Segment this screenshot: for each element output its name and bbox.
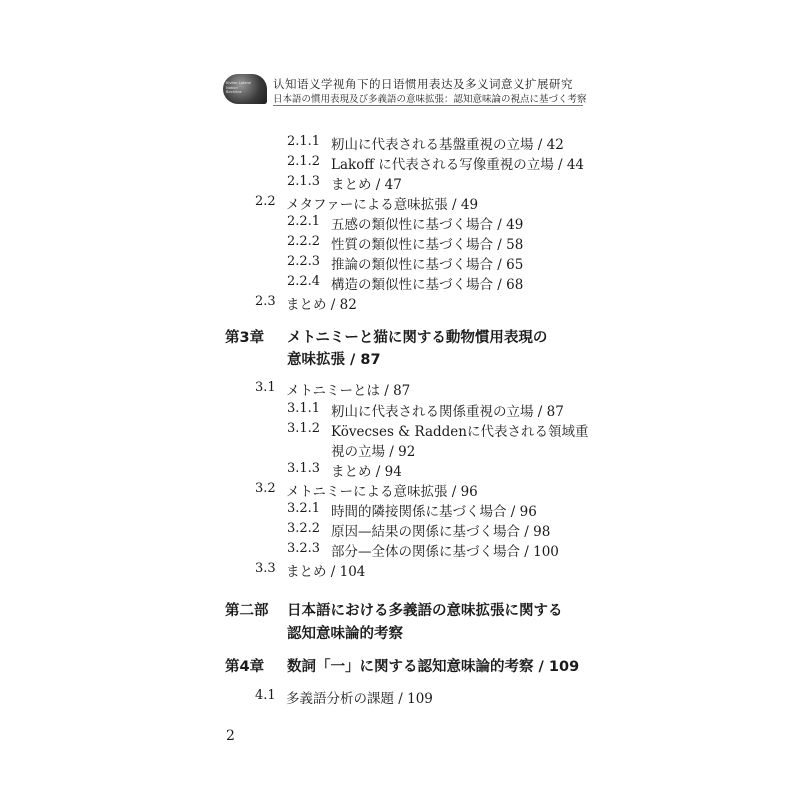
running-header: [223, 74, 587, 106]
toc-entry: メトニミーとは / 87: [286, 383, 411, 399]
toc-entry: Kövecses & Raddenに代表される領域重: [331, 424, 589, 440]
toc-number: 3.2: [255, 481, 276, 496]
toc-number: 3.2.1: [287, 501, 321, 516]
toc-number: 2.2.2: [287, 234, 321, 249]
toc-entry: 構造の類似性に基づく場合 / 68: [331, 277, 524, 293]
toc-number: 2.2.1: [287, 214, 321, 229]
toc-number: 3.2.3: [287, 541, 321, 556]
toc-entry: 籾山に代表される基盤重視の立場 / 42: [331, 137, 564, 153]
toc-number: 3.1: [255, 380, 276, 395]
toc-number: 3.1.1: [287, 401, 321, 416]
toc-entry: まとめ / 82: [286, 297, 357, 313]
chapter-number: 第4章: [225, 659, 265, 675]
toc-number: 3.3: [255, 561, 276, 576]
chapter-title: メトニミーと猫に関する動物慣用表現の: [287, 330, 548, 346]
header-rule: [273, 105, 583, 106]
part-title-continued: 認知意味論的考察: [287, 626, 403, 642]
logo-text: Kiviter Lateral Nation Birchline: [226, 81, 252, 95]
toc-number: 3.2.2: [287, 521, 321, 536]
chapter-title-continued: 意味拡張 / 87: [287, 352, 381, 368]
part-title: 日本語における多義語の意味拡張に関する: [287, 603, 563, 619]
publisher-logo: [223, 74, 267, 104]
toc-entry: まとめ / 94: [331, 464, 402, 480]
toc-entry: 性質の類似性に基づく場合 / 58: [331, 237, 524, 253]
toc-entry-continued: 視の立場 / 92: [331, 444, 416, 460]
toc-number: 2.2.3: [287, 254, 321, 269]
part-number: 第二部: [225, 603, 269, 619]
toc-entry: 時間的隣接関係に基づく場合 / 96: [331, 504, 537, 520]
toc-entry: Lakoff に代表される写像重視の立場 / 44: [331, 157, 585, 173]
toc-entry: 多義語分析の課題 / 109: [286, 691, 433, 707]
toc-entry: 籾山に代表される関係重視の立場 / 87: [331, 404, 564, 420]
toc-entry: 原因—結果の関係に基づく場合 / 98: [331, 524, 551, 540]
toc-entry: 推論の類似性に基づく場合 / 65: [331, 257, 524, 273]
toc-number: 3.1.3: [287, 461, 321, 476]
header-title-jp: 日本語の慣用表現及び多義語の意味拡張：認知意味論の視点に基づく考察: [273, 94, 587, 105]
toc-number: 4.1: [255, 688, 276, 703]
toc-entry: 部分—全体の関係に基づく場合 / 100: [331, 544, 559, 560]
toc-number: 2.2.4: [287, 274, 321, 289]
toc-number: 2.1.3: [287, 174, 321, 189]
toc-number: 2.1.1: [287, 134, 321, 149]
toc-number: 2.1.2: [287, 154, 321, 169]
chapter-title: 数詞「一」に関する認知意味論的考察 / 109: [287, 659, 580, 675]
toc-entry: 五感の類似性に基づく場合 / 49: [331, 217, 524, 233]
header-title-cn: 认知语义学视角下的日语惯用表达及多义词意义扩展研究: [273, 77, 573, 91]
toc-entry: メタファーによる意味拡張 / 49: [286, 197, 479, 213]
toc-entry: メトニミーによる意味拡張 / 96: [286, 484, 478, 500]
toc-entry: まとめ / 47: [331, 177, 402, 193]
toc-entry: まとめ / 104: [286, 564, 366, 580]
toc-number: 2.2: [255, 194, 276, 209]
toc-number: 3.1.2: [287, 421, 321, 436]
page-number: 2: [226, 728, 235, 744]
chapter-number: 第3章: [225, 330, 265, 346]
toc-number: 2.3: [255, 294, 276, 309]
